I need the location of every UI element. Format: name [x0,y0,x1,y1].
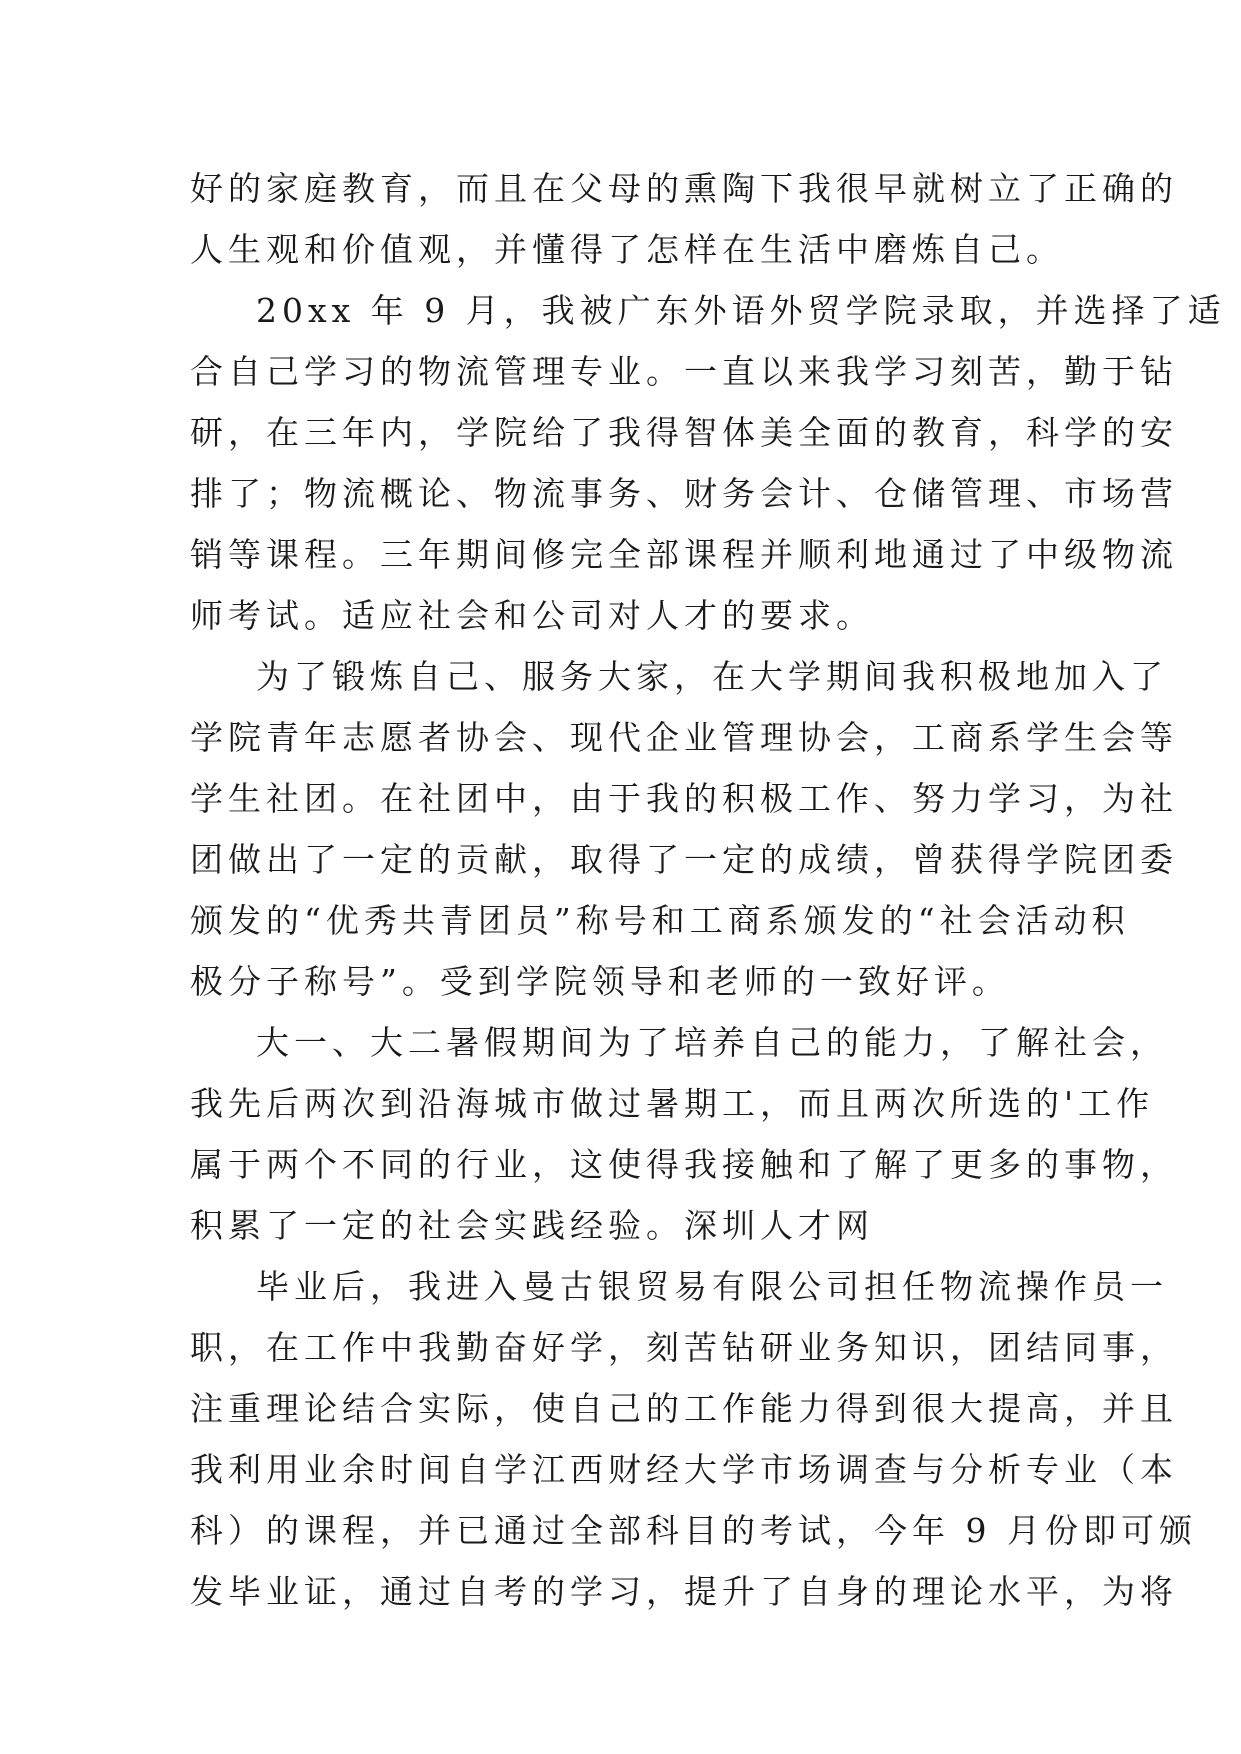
text-line: 极分子称号”。受到学院领导和老师的一致好评。 [190,962,1010,1001]
text-line: 团做出了一定的贡献，取得了一定的成绩，曾获得学院团委 [190,840,1178,879]
text-line: 学生社团。在社团中，由于我的积极工作、努力学习，为社 [190,779,1178,818]
text-line: 我利用业余时间自学江西财经大学市场调查与分析专业（本 [190,1450,1178,1489]
paragraph-start-line: 20xx 年 9 月，我被广东外语外贸学院录取，并选择了适 [256,291,1226,330]
text-line: 师考试。适应社会和公司对人才的要求。 [190,596,874,635]
text-line: 我先后两次到沿海城市做过暑期工，而且两次所选的'工作 [190,1084,1155,1123]
text-line: 发毕业证，通过自考的学习，提升了自身的理论水平，为将 [190,1572,1178,1611]
paragraph-start-line: 为了锻炼自己、服务大家，在大学期间我积极地加入了 [256,657,1168,696]
text-line: 属于两个不同的行业，这使得我接触和了解了更多的事物， [190,1145,1178,1184]
text-line: 人生观和价值观，并懂得了怎样在生活中磨炼自己。 [190,230,1064,269]
text-line: 积累了一定的社会实践经验。深圳人才网 [190,1206,874,1245]
text-line: 研，在三年内，学院给了我得智体美全面的教育，科学的安 [190,413,1178,452]
paragraph-start-line: 毕业后，我进入曼古银贸易有限公司担任物流操作员一 [256,1267,1168,1306]
body-text [190,158,1226,1622]
text-line: 学院青年志愿者协会、现代企业管理协会，工商系学生会等 [190,718,1178,757]
paragraph-start-line: 大一、大二暑假期间为了培养自己的能力，了解社会， [256,1023,1168,1062]
text-line: 好的家庭教育，而且在父母的熏陶下我很早就树立了正确的 [190,169,1178,208]
text-line: 科）的课程，并已通过全部科目的考试，今年 9 月份即可颁 [190,1511,1197,1550]
text-line: 职，在工作中我勤奋好学，刻苦钻研业务知识，团结同事， [190,1328,1178,1367]
text-line: 销等课程。三年期间修完全部课程并顺利地通过了中级物流 [190,535,1178,574]
text-line: 合自己学习的物流管理专业。一直以来我学习刻苦，勤于钻 [190,352,1178,391]
text-line: 排了；物流概论、物流事务、财务会计、仓储管理、市场营 [190,474,1178,513]
text-line: 颁发的“优秀共青团员”称号和工商系颁发的“社会活动积 [190,901,1130,940]
text-line: 注重理论结合实际，使自己的工作能力得到很大提高，并且 [190,1389,1178,1428]
